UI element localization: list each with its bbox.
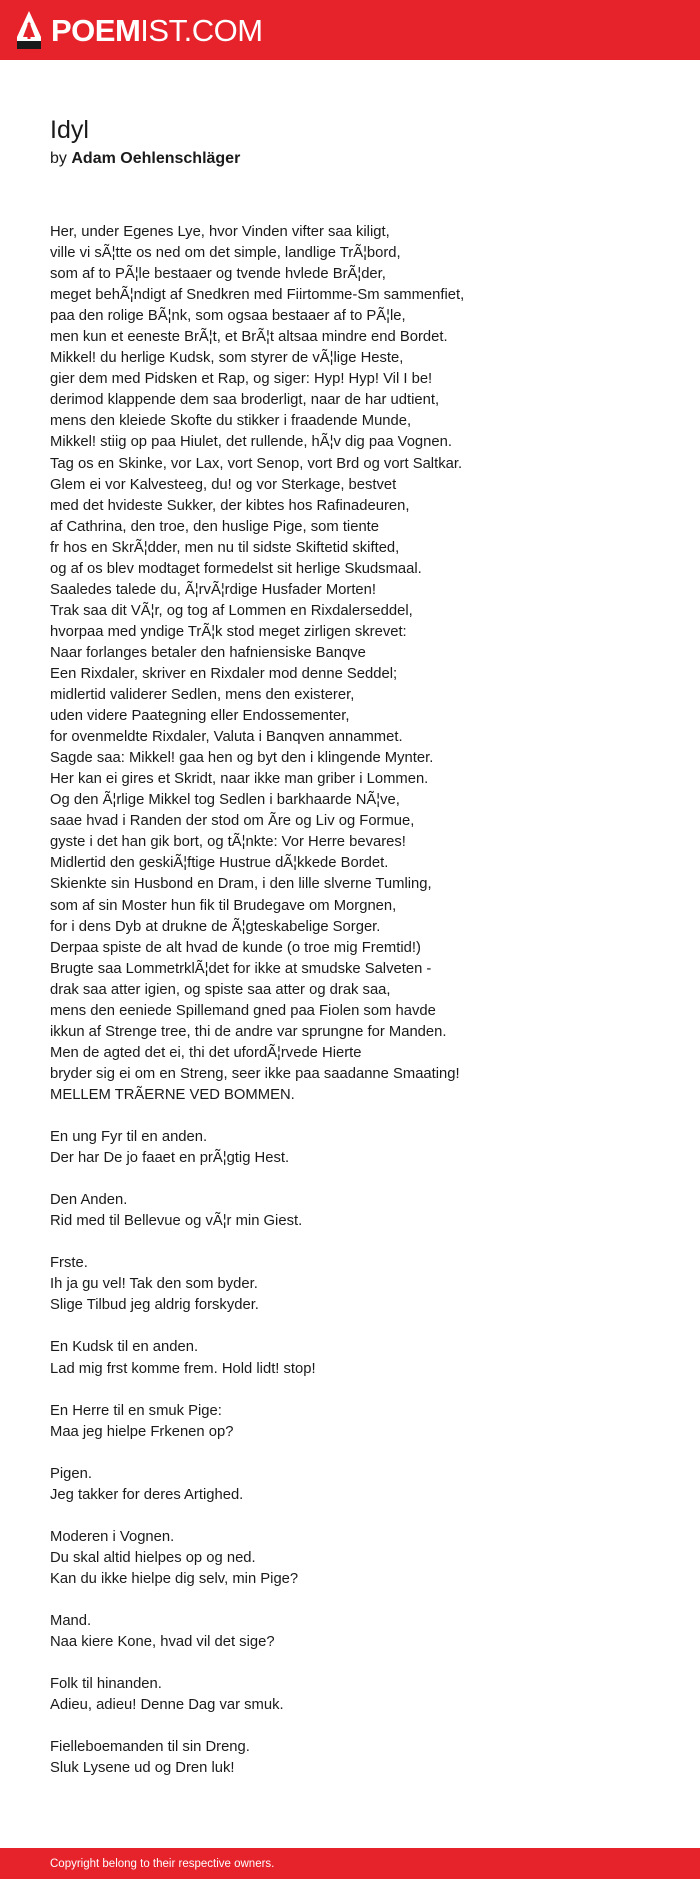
- poem-line: [50, 1590, 660, 1611]
- poem-line: Naa kiere Kone, hvad vil det sige?: [50, 1634, 275, 1651]
- poem-line: [50, 1169, 660, 1190]
- poem-line: Pigen.: [50, 1465, 92, 1482]
- poem-line: Naar forlanges betaler den hafniensiske Banqve: [50, 644, 366, 661]
- poem-line: drak saa atter igien, og spiste saa atter og drak saa,: [50, 981, 391, 998]
- site-header: [0, 0, 700, 60]
- poem-line: som af to PÃ¦le bestaaer og tvende hvlede BrÃ¦der,: [50, 266, 386, 283]
- brand-name: [51, 12, 263, 48]
- poem-line: Men de agted det ei, thi det ufordÃ¦rvede Hierte: [50, 1044, 362, 1061]
- poem-line: ville vi sÃ¦tte os ned om det simple, landlige TrÃ¦bord,: [50, 245, 401, 262]
- poem-container: [50, 115, 660, 1779]
- poem-line: Folk til hinanden.: [50, 1676, 162, 1693]
- by-label: by: [50, 150, 67, 167]
- poem-line: [50, 1653, 660, 1674]
- brand-bold: POEM: [51, 12, 141, 48]
- poem-line: saae hvad i Randen der stod om Ãre og Liv og Formue,: [50, 813, 415, 830]
- poem-line: mens den kleiede Skofte du stikker i fraadende Munde,: [50, 413, 412, 430]
- poem-line: Skienkte sin Husbond en Dram, i den lille slverne Tumling,: [50, 876, 432, 893]
- poem-line: af Cathrina, den troe, den huslige Pige, som tiente: [50, 518, 380, 535]
- poem-line: derimod klappende dem saa broderligt, naar de har udtient,: [50, 392, 440, 409]
- poem-line: Mand.: [50, 1613, 92, 1630]
- poem-line: Trak saa dit VÃ¦r, og tog af Lommen en Rixdalerseddel,: [50, 602, 413, 619]
- poem-line: Slige Tilbud jeg aldrig forskyder.: [50, 1297, 259, 1314]
- pen-nib-icon: [17, 11, 41, 49]
- poem-line: som af sin Moster hun fik til Brudegave om Morgnen,: [50, 897, 397, 914]
- poem-line: [50, 1232, 660, 1253]
- poem-line: [50, 1380, 660, 1401]
- poem-line: Der har De jo faaet en prÃ¦gtig Hest.: [50, 1150, 290, 1167]
- poem-line: [50, 1106, 660, 1127]
- poem-line: Tag os en Skinke, vor Lax, vort Senop, vort Brd og vort Saltkar.: [50, 455, 463, 472]
- brand-light: IST.COM: [140, 12, 263, 48]
- poem-line: med det hvideste Sukker, der kibtes hos Rafinadeuren,: [50, 497, 410, 514]
- poem-line: Du skal altid hielpes op og ned.: [50, 1549, 256, 1566]
- poem-line: Saaledes talede du, Ã¦rvÃ¦rdige Husfader Morten!: [50, 581, 377, 598]
- poem-line: Glem ei vor Kalvesteeg, du! og vor Sterkage, bestvet: [50, 476, 397, 493]
- poem-line: for i dens Dyb at drukne de Ã¦gteskabelige Sorger.: [50, 918, 381, 935]
- poem-line: paa den rolige BÃ¦nk, som ogsaa bestaaer af to PÃ¦le,: [50, 308, 406, 325]
- poem-line: Kan du ikke hielpe dig selv, min Pige?: [50, 1571, 299, 1587]
- poem-line: Frste.: [50, 1255, 88, 1272]
- poem-line: Lad mig frst komme frem. Hold lidt! stop!: [50, 1360, 316, 1377]
- poem-line: meget behÃ¦ndigt af Snedkren med Fiirtomme-Sm sammenfiet,: [50, 287, 465, 304]
- poem-line: En ung Fyr til en anden.: [50, 1129, 208, 1146]
- site-logo-link[interactable]: [17, 11, 263, 49]
- poem-line: Maa jeg hielpe Frkenen op?: [50, 1423, 234, 1440]
- poem-line: Moderen i Vognen.: [50, 1528, 175, 1545]
- poem-line: bryder sig ei om en Streng, seer ikke paa saadanne Smaating!: [50, 1065, 460, 1082]
- poem-line: Og den Ã¦rlige Mikkel tog Sedlen i barkhaarde NÃ¦ve,: [50, 792, 400, 809]
- poem-line: [50, 1443, 660, 1464]
- poem-line: [50, 1716, 660, 1737]
- copyright-text: Copyright belong to their respective owners.: [50, 1857, 275, 1870]
- poem-line: hvorpaa med yndige TrÃ¦k stod meget zirligen skrevet:: [50, 623, 407, 640]
- poem-line: uden videre Paategning eller Endossementer,: [50, 708, 350, 725]
- poem-body: [50, 222, 660, 1779]
- site-footer: [0, 1848, 700, 1879]
- poem-line: for ovenmeldte Rixdaler, Valuta i Banqven annammet.: [50, 729, 403, 746]
- poem-line: Rid med til Bellevue og vÃ¦r min Giest.: [50, 1213, 303, 1230]
- poem-line: gier dem med Pidsken et Rap, og siger: Hyp! Hyp! Vil I be!: [50, 371, 433, 388]
- poem-title: Idyl: [50, 116, 89, 144]
- poem-line: En Herre til en smuk Pige:: [50, 1402, 222, 1419]
- poem-line: MELLEM TRÃERNE VED BOMMEN.: [50, 1086, 295, 1103]
- poem-line: En Kudsk til en anden.: [50, 1339, 199, 1356]
- poem-line: mens den eeniede Spillemand gned paa Fiolen som havde: [50, 1002, 436, 1019]
- poem-line: og af os blev modtaget formedelst sit herlige Skudsmaal.: [50, 560, 422, 577]
- poem-line: Midlertid den geskiÃ¦ftige Hustrue dÃ¦kkede Bordet.: [50, 855, 389, 872]
- poem-line: Adieu, adieu! Denne Dag var smuk.: [50, 1697, 284, 1714]
- poem-line: ikkun af Strenge tree, thi de andre var sprungne for Manden.: [50, 1023, 447, 1040]
- author-name[interactable]: Adam Oehlenschläger: [71, 150, 241, 167]
- poem-line: midlertid validerer Sedlen, mens den existerer,: [50, 687, 355, 704]
- poem-line: men kun et eeneste BrÃ¦t, et BrÃ¦t altsaa mindre end Bordet.: [50, 329, 448, 346]
- poem-line: gyste i det han gik bort, og tÃ¦nkte: Vor Herre bevares!: [50, 834, 406, 851]
- poem-line: Brugte saa LommetrklÃ¦det for ikke at smudske Salveten -: [50, 960, 432, 977]
- poem-line: Een Rixdaler, skriver en Rixdaler mod denne Seddel;: [50, 665, 398, 682]
- poem-line: Sagde saa: Mikkel! gaa hen og byt den i klingende Mynter.: [50, 750, 434, 767]
- poem-line: [50, 1506, 660, 1527]
- poem-line: Mikkel! stiig op paa Hiulet, det rullende, hÃ¦v dig paa Vognen.: [50, 434, 452, 451]
- byline: [50, 149, 660, 169]
- poem-line: Derpaa spiste de alt hvad de kunde (o troe mig Fremtid!): [50, 939, 421, 956]
- poem-line: Her kan ei gires et Skridt, naar ikke man griber i Lommen.: [50, 771, 429, 788]
- poem-line: Den Anden.: [50, 1192, 128, 1209]
- poem-line: [50, 1316, 660, 1337]
- poem-line: Jeg takker for deres Artighed.: [50, 1486, 244, 1503]
- poem-line: Fielleboemanden til sin Dreng.: [50, 1739, 250, 1756]
- poem-line: Ih ja gu vel! Tak den som byder.: [50, 1276, 258, 1293]
- poem-line: fr hos en SkrÃ¦dder, men nu til sidste Skiftetid skifted,: [50, 539, 400, 556]
- poem-line: Her, under Egenes Lye, hvor Vinden vifter saa kiligt,: [50, 224, 390, 240]
- poem-line: Mikkel! du herlige Kudsk, som styrer de vÃ¦lige Heste,: [50, 350, 404, 367]
- poem-line: Sluk Lysene ud og Dren luk!: [50, 1760, 235, 1777]
